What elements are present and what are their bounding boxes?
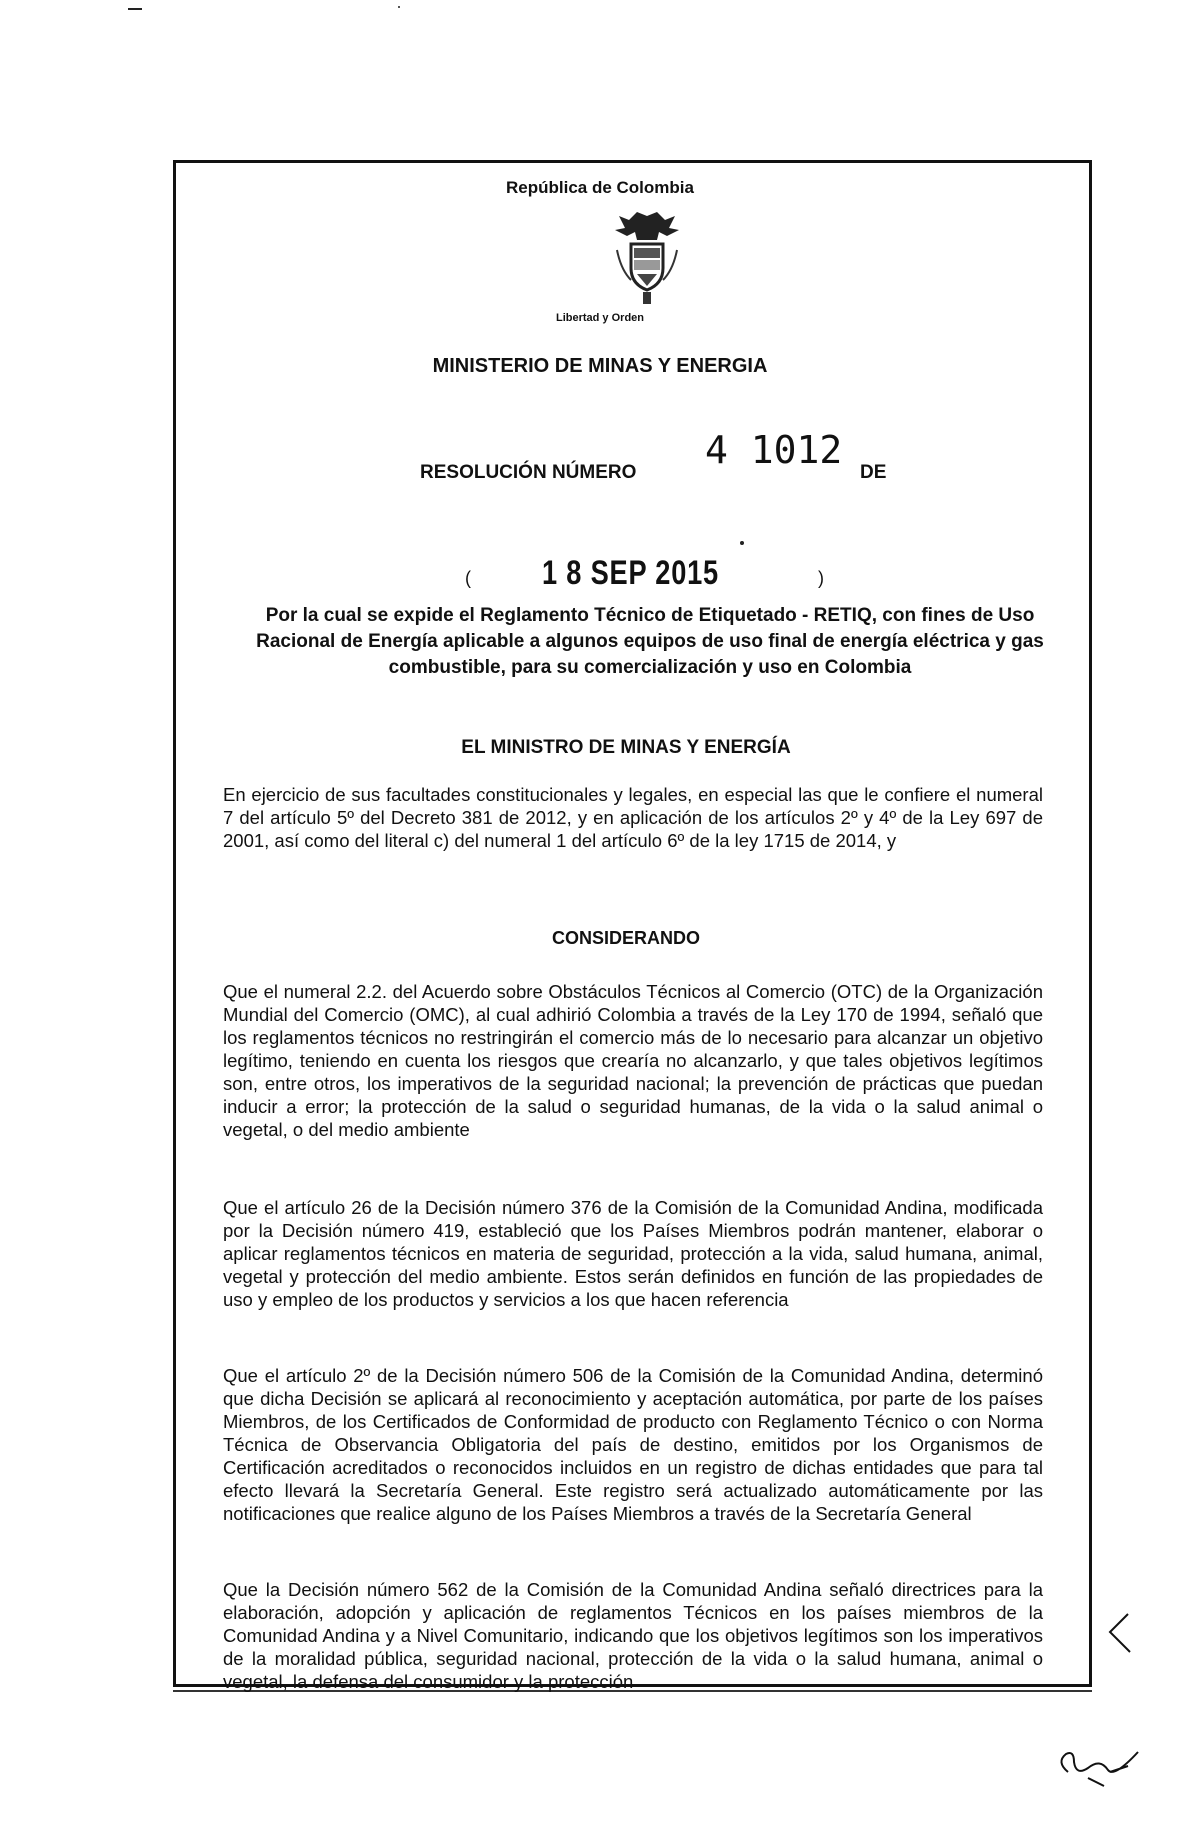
considerando-paragraph: Que la Decisión número 562 de la Comisión de la Comunidad Andina señaló directrices para la elaboración, adopción y aplicación de reglamentos Técnicos en los países miembros de la Comunidad Andina y a Nivel Comunitario, indicando que los objetivos legítimos son los imperativos de la moralidad pública, seguridad nacional, protección de la vida o la salud humana, animal o vegetal, la defensa del consumidor y la protección: [223, 1579, 1043, 1692]
resolution-number: 4 1012: [705, 428, 843, 472]
resolution-date: 1 8 SEP 2015: [542, 554, 719, 592]
date-paren-open: (: [465, 568, 471, 588]
stamp-dot: [740, 541, 744, 545]
margin-check-mark-icon: [1104, 1608, 1132, 1658]
resolution-label: RESOLUCIÓN NÚMERO: [420, 462, 637, 483]
coat-of-arms-icon: [607, 210, 687, 308]
signatory-heading: EL MINISTRO DE MINAS Y ENERGÍA: [461, 737, 791, 758]
scan-dot: [398, 6, 400, 8]
resolution-title: Por la cual se expide el Reglamento Técnico de Etiquetado - RETIQ, con fines de Uso Racional de Energía aplicable a algunos equipos de uso final de energía eléctrica y gas combustible, para su comercialización y uso en Colombia: [256, 605, 1044, 678]
resolution-de: DE: [860, 462, 887, 483]
considerando-paragraph: Que el artículo 26 de la Decisión número 376 de la Comisión de la Comunidad Andina, modificada por la Decisión número 419, estableció que los Países Miembros podrán mantener, elaborar o aplicar reglamentos técnicos en materia de seguridad, protección a la vida, salud humana, animal, vegetal y protección del medio ambiente. Estos serán definidos en función de las propiedades de uso y empleo de los productos y servicios a los que hacen referencia: [223, 1197, 1043, 1310]
ministry-heading: MINISTERIO DE MINAS Y ENERGIA: [432, 355, 768, 377]
intro-paragraph: En ejercicio de sus facultades constitucionales y legales, en especial las que le confiere el numeral 7 del artículo 5º del Decreto 381 de 2012, y en aplicación de los artículos 2º y 4º de la Ley 697 de 2001, así como del literal c) del numeral 1 del artículo 6º de la ley 1715 de 2014, y: [223, 784, 1043, 851]
date-paren-close: ): [818, 568, 824, 588]
handwritten-initials-icon: [1048, 1742, 1148, 1792]
considerando-heading: CONSIDERANDO: [551, 928, 700, 948]
considerando-paragraph: Que el numeral 2.2. del Acuerdo sobre Obstáculos Técnicos al Comercio (OTC) de la Organización Mundial del Comercio (OMC), al cual adhirió Colombia a través de la Ley 170 de 1994, señaló que los reglamentos técnicos no restringirán el comercio más de lo necesario para alcanzar un objetivo legítimo, teniendo en cuenta los riesgos que crearía no alcanzarlo, y que tales objetivos legítimos son, entre otros, los imperativos de la seguridad nacional; la prevención de prácticas que puedan inducir a error; la protección de la salud o seguridad humanas, de la vida o la salud animal o vegetal, o del medio ambiente: [223, 981, 1043, 1140]
country-heading: República de Colombia: [506, 178, 694, 197]
motto: Libertad y Orden: [555, 312, 645, 324]
considerando-paragraph: Que el artículo 2º de la Decisión número 506 de la Comisión de la Comunidad Andina, determinó que dicha Decisión se aplicará al reconocimiento y aceptación automática, por parte de los países Miembros, de los Certificados de Conformidad de producto con Reglamento Técnico o con Norma Técnica de Observancia Obligatoria del país de destino, emitidos por los Organismos de Certificación acreditados o reconocidos incluidos en un registro de dichas entidades que para tal efecto llevará la Secretaría General. Este registro será actualizado automáticamente por las notificaciones que realice alguno de los Países Miembros a través de la Secretaría General: [223, 1365, 1043, 1524]
scan-mark: [128, 8, 142, 10]
